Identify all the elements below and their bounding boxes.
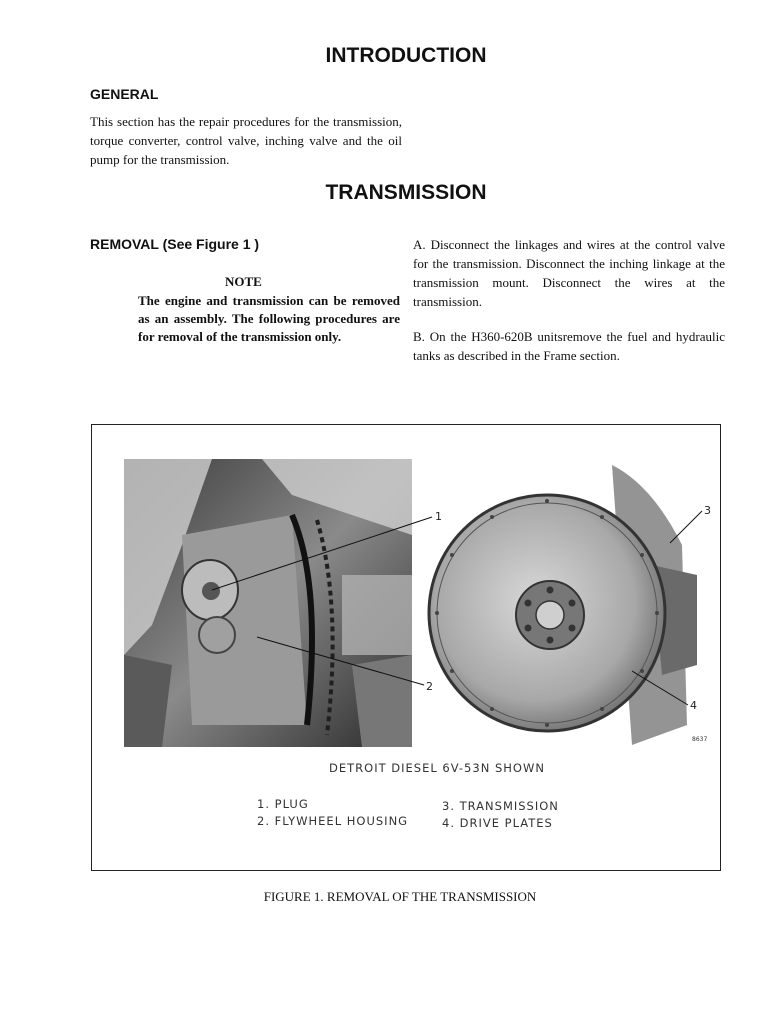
step-a: A. Disconnect the linkages and wires at the control valve for the transmission. Disconnect the inching linkage at the transmission mount. Disconnect the wires at the transmission. [413, 237, 725, 309]
page-title: INTRODUCTION [325, 44, 487, 67]
note-text: The engine and transmission can be removed as an assembly. The following procedures are for removal of the transmission only. [138, 293, 400, 344]
legend-item-plug: 1. PLUG [257, 797, 309, 811]
figure-code: 8637 [692, 736, 708, 743]
general-heading: GENERAL [90, 86, 159, 102]
left-photo [124, 459, 412, 747]
note-label: NOTE [225, 274, 262, 289]
right-photo [429, 465, 697, 745]
legend-item-drive-plates: 4. DRIVE PLATES [442, 816, 553, 830]
legend-item-transmission: 3. TRANSMISSION [442, 799, 559, 813]
section-title: TRANSMISSION [325, 181, 487, 204]
removal-heading: REMOVAL (See Figure 1 ) [90, 236, 260, 252]
step-b: B. On the H360-620B unitsremove the fuel and hydraulic tanks as described in the Frame section. [413, 329, 725, 363]
figure-caption: FIGURE 1. REMOVAL OF THE TRANSMISSION [263, 889, 537, 904]
general-paragraph: This section has the repair procedures for the transmission, torque converter, control valve, inching valve and the oil pump for the transmission. [90, 114, 402, 167]
callout-4: 4 [690, 699, 697, 712]
figure-illustration [92, 425, 720, 870]
legend-item-flywheel-housing: 2. FLYWHEEL HOUSING [257, 814, 409, 828]
figure-frame [91, 424, 721, 871]
callout-1: 1 [435, 510, 442, 523]
callout-3: 3 [704, 504, 711, 517]
figure-shown-text: DETROIT DIESEL 6V-53N SHOWN [329, 761, 545, 775]
callout-2: 2 [426, 680, 433, 693]
